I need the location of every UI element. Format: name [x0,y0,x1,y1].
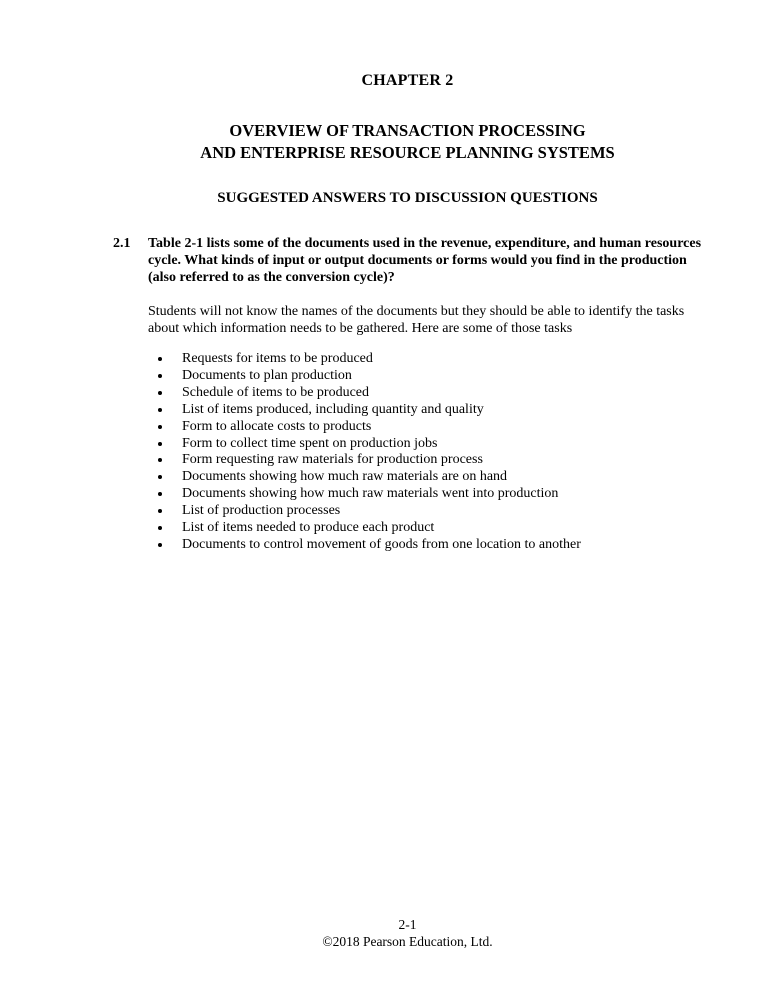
bullet-item: • Documents to plan production [172,368,702,385]
page-footer [113,916,702,950]
question-text: Table 2-1 lists some of the documents used in the revenue, expenditure, and human resources cycle. What kinds of input or output documents or forms would you find in the production (also referred to as the conversion cycle)? [148,236,702,285]
bullet-item: • Form to allocate costs to products [172,419,702,436]
section-heading: SUGGESTED ANSWERS TO DISCUSSION QUESTIONS [217,190,598,206]
bullet-item: • Form to collect time spent on production jobs [172,436,702,453]
bullet-item: • List of items needed to produce each product [172,520,702,537]
bullet-item: • Documents showing how much raw materials went into production [172,486,702,503]
bullet-item: • Form requesting raw materials for production process [172,452,702,469]
bullet-item: • List of production processes [172,503,702,520]
title-line-1: OVERVIEW OF TRANSACTION PROCESSING [229,121,586,140]
question-number: 2.1 [113,236,131,251]
chapter-heading: CHAPTER 2 [361,72,454,89]
question-block [113,235,702,286]
document-title [113,120,702,164]
title-line-2: AND ENTERPRISE RESOURCE PLANNING SYSTEMS [200,143,615,162]
bullet-item: • Documents showing how much raw materials are on hand [172,469,702,486]
bullet-item: • Requests for items to be produced [172,351,702,368]
answer-intro: Students will not know the names of the documents but they should be able to identify the tasks about which information needs to be gathered. Here are some of those tasks [148,304,685,336]
copyright-line: ©2018 Pearson Education, Ltd. [322,934,493,949]
bullet-item: • Documents to control movement of goods from one location to another [172,537,702,554]
bullet-item: • List of items produced, including quantity and quality [172,402,702,419]
bullet-item: • Schedule of items to be produced [172,385,702,402]
bullet-list [148,351,702,554]
page-number: 2-1 [398,917,417,932]
